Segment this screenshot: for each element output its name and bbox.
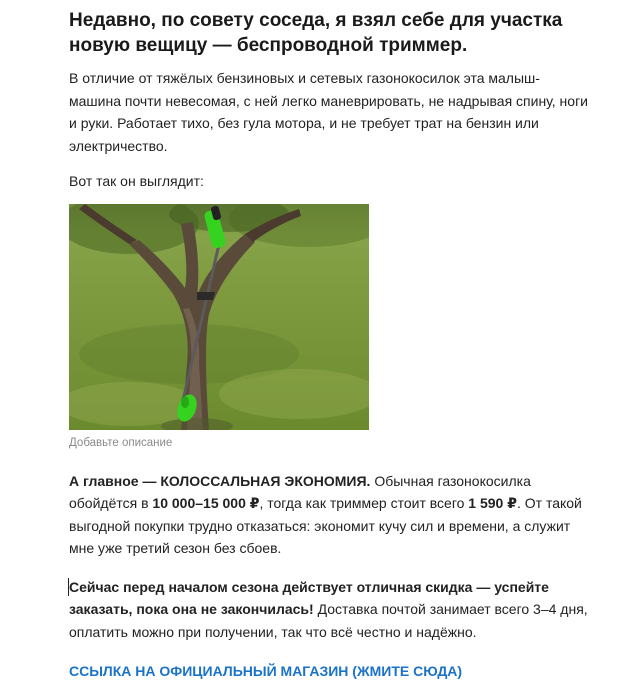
economy-bold-start: А главное — КОЛОССАЛЬНАЯ ЭКОНОМИЯ. — [69, 472, 371, 489]
lead-in-text: Вот так он выглядит: — [69, 173, 204, 189]
economy-text-1: Обычная газонокосилка обойдётся в — [69, 472, 531, 511]
text-cursor — [68, 578, 69, 596]
trimmer-photo — [69, 204, 369, 430]
offer-bold-start: Сейчас перед началом сезона действует отличная скидка — успейте заказать, пока она не закончилась! — [69, 578, 549, 617]
economy-text-3: . От такой выгодной покупки трудно отказаться: экономит кучу сил и времени, а служит мне уже третий сезон без сбоев. — [69, 495, 582, 556]
image-caption: Добавьте описание — [69, 436, 173, 449]
article-title: Недавно, по совету соседа, я взял себе для участка новую вещицу — беспроводной триммер. — [69, 10, 563, 56]
intro-paragraph: В отличие от тяжёлых бензиновых и сетевых газонокосилок эта малыш-машина почти невесомая, с ней легко маневрировать, не надрывая спину, ноги и руки. Работает тихо, без гула мотора, и не требует трат на бензин или электричество. — [69, 70, 589, 154]
offer-text: Доставка почтой занимает всего 3–4 дня, оплатить можно при получении, так что всё честно и надёжно. — [69, 601, 588, 640]
trimmer-photo-illustration — [69, 204, 369, 430]
economy-text-2: , тогда как триммер стоит всего — [259, 495, 469, 511]
price-trimmer: 1 590 ₽ — [468, 495, 517, 511]
economy-paragraph — [69, 470, 589, 560]
article — [69, 8, 589, 681]
price-regular: 10 000–15 000 ₽ — [152, 495, 260, 511]
offer-paragraph — [69, 576, 589, 644]
shop-link[interactable]: ССЫЛКА НА ОФИЦИАЛЬНЫЙ МАГАЗИН (ЖМИТЕ СЮДА) — [69, 663, 463, 679]
